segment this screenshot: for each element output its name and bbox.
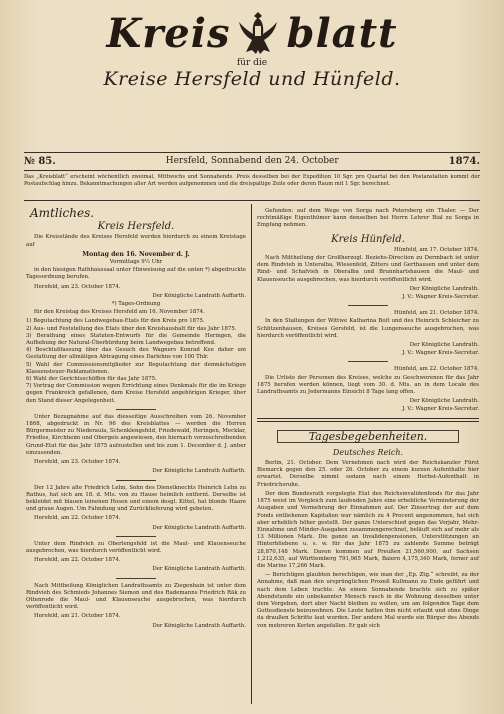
signature-place: Hersfeld, am 22. October 1874. (34, 515, 121, 522)
agenda-item: 2) Aus- und Feststellung des Etats über den Kreishaushalt für das Jahr 1875. (26, 325, 237, 332)
issue-rule (24, 170, 480, 171)
double-rule (257, 418, 479, 422)
notice-paragraph: Nach Mittheilung Königlichen Landrathsamts zu Ziegenhain ist unter dem Rindvieh des Schmieds Johannes Siemon und des Rademanns Friedrich Räk zu Ottenrode die Maul- und Klauenseuche ausgebrochen, was hierdurch veröffentlicht wird. (26, 582, 246, 611)
notice-paragraph: Unter dem Rindvieh zu Oberlengsfeld ist die Maul- und Klauenseuche ausgebrochen, was hierdurch veröffentlicht wird. (26, 540, 246, 554)
masthead-fuer-die: für die (236, 58, 268, 68)
agenda-item: 6) Wahl der Gerichtsschöffen für das Jahr 1875. (26, 376, 157, 383)
title-right: blatt (286, 9, 398, 57)
signature: J. V.: Wagner Kreis-Secretar. (402, 350, 479, 357)
separator (116, 480, 156, 481)
issue-year: 1874. (448, 156, 480, 167)
section-tagesbegebenheiten: Tagesbegebenheiten. (277, 430, 459, 443)
signature-place: Hünfeld, am 21. October 1874. (394, 310, 479, 317)
agenda-item: 5) Wahl der Commissionsmitglieder zur Begutachtung der demnächstigen Klassensteuer-Reklamationen. (26, 361, 246, 375)
agenda-intro: für den Kreistag des Kreises Hersfeld am 16. November 1874. (34, 309, 205, 316)
signature: J. V.: Wagner Kreis-Secretar. (402, 294, 479, 301)
signature: Der Königliche Landrath Auffarth. (152, 566, 246, 573)
subheading-deutsches-reich: Deutsches Reich. (332, 447, 404, 457)
found-notice: Gefunden: auf dem Wege von Sorga nach Petersberg ein Thaler. — Der rechtmäßige Eigenthümer kann denselben bei Herrn Lehrer Bial zu Sorga in Empfang nehmen. (257, 208, 479, 229)
signature: Der Königliche Landrath. (409, 285, 479, 292)
agenda-item: 7) Vortrag der Commission wegen Errichtung eines Denkmals für die im Kriege gegen Frankreich gefallenen, dem Kreise Hersfeld angehörigen Krieger, über den Stand dieser Angelegenheit. (26, 383, 246, 404)
separator (348, 361, 388, 362)
section-amtliches: Amtliches. (30, 206, 95, 220)
signature-place: Hersfeld, am 21. October 1874. (34, 613, 121, 620)
notice-paragraph: Die Kreisstände des Kreises Hersfeld werden hierdurch zu einem Kreistage auf (26, 234, 246, 248)
eagle-crest-icon (236, 8, 280, 58)
notice-paragraph: in den hiesigen Rathhaussaal unter Hinweisung auf die unten *) abgedruckte Tagesordnung berufen. (26, 267, 246, 281)
heading-kreis-hersfeld: Kreis Hersfeld. (97, 221, 175, 233)
left-column (26, 208, 246, 631)
meeting-time: Vormittags 9½ Uhr (109, 259, 163, 266)
issue-line (24, 156, 480, 167)
signature-place: Hersfeld, am 23. October 1874. (34, 459, 121, 466)
signature-place: Hersfeld, am 22. October 1874. (34, 557, 121, 564)
agenda-item: 1) Begutachtung des Landwegebau-Etats für den Kreis pro 1875. (26, 318, 205, 325)
masthead (0, 8, 504, 90)
signature: J. V.: Wagner Kreis-Secretar. (402, 406, 479, 413)
signature-place: Hünfeld, am 22. October 1874. (394, 366, 479, 373)
signature: Der Königliche Landrath Auffarth. (152, 292, 246, 299)
separator (116, 536, 156, 537)
article-paragraph: — Berichtigen glaubten berechtigen, wie man der „Ep. Ztg.“ schreibt, zu der Annahme, daß man den ursprünglichen Prozeß Kullmann zu Ende geführt und nach dem Leben trachte. An einem Sonnabende brachte sich zu später Abendstunde ein unbekannter Mensch rasch in die Wohnung desselben unter dem Vorgeben, dort aber Nacht bleiben zu wollen, um am folgenden Tage dem Gottesdienste beizuwohnen. Die Leute hatten ihm nicht erlaubt und ohne Dinge da draußen Schritte laut wurden. Der andere Mal wurde ein Bürger des Abends von mehreren Kerlen angefallen. Er gab sich (257, 572, 479, 629)
agenda-item: 4) Beschlußfassung über das Gesuch des Wagners Konrad Kee daher um Gestattung der allmäligen Abtragung eines Darlehns von 100 Thlr. (26, 347, 246, 361)
notice-paragraph: Unter Bezugnahme auf das diesseitige Ausschreiben vom 26. November 1868, abgedruckt in Nr. 96 des Kreisblattes — werden die Herren Bürgermeister zu Niederaula, Schenklengsfeld, Friedewald, Heringen, Mecklar, Friedlos, Kirchheim und Obergeis angewiesen, den hiernach vorzuschreibenden Grund-Etat für das Jahr 1875 aufzustellen und bis zum 1. December d. J. anher einzusenden. (26, 413, 247, 456)
meeting-date: Montag den 16. November d. J. (82, 250, 190, 258)
top-rule (24, 152, 480, 153)
right-column (257, 208, 479, 632)
separator (116, 409, 156, 410)
subscription-notice: Das „Kreisblatt“ erscheint wöchentlich zweimal, Mittwochs und Sonnabends. Preis desselben bei der Expedition 10 Sgr. pro Quartal bei den Postanstalten kommt der Postaufschlag hinzu. Bekanntmachungen aller Art werden aufgenommen und die dreispaltige Zeile oder deren Raum mit 1 Sgr. berechnet. (24, 174, 480, 187)
column-divider (251, 204, 252, 704)
issue-number: № 85. (24, 156, 56, 167)
signature: Der Königliche Landrath Auffarth. (152, 524, 246, 531)
issue-place-date: Hersfeld, Sonnabend den 24. October (165, 156, 339, 166)
signature: Der Königliche Landrath. (409, 342, 479, 349)
agenda-item: 3) Berathung eines Statuten-Entwurfs für die Gemeinde Heringen, die Aufhebung der Natural-Überbürdung beim Landwegebau betreffend. (26, 332, 246, 347)
signature-place: Hersfeld, am 23. October 1874. (34, 283, 121, 290)
masthead-subtitle: Kreise Hersfeld und Hünfeld. (103, 68, 401, 90)
agenda-title: *) Tages-Ordnung (111, 301, 161, 308)
notice-paragraph: In den Stallungen der Wittwe Katharina Bolt und des Heinrich Schleicher zu Schlitzenhausen, Kreises Gersfeld, ist die Lungenseuche ausgebrochen, was hierdurch veröffentlicht wird. (257, 318, 479, 339)
notice-paragraph: Nach Mittheilung der Großherzogl. Beziehs-Direction zu Dermbach ist unter dem Rindvieh in Unteralba, Wiesenfeld, Zitters und Gerthausen und unter dem Rind- und Schafvieh in Oberalba und Brunnhartshausen die Maul- und Klauenseuche ausgebrochen, was hierdurch veröffentlicht wird. (257, 255, 479, 283)
signature: Der Königliche Landrath Auffarth. (152, 622, 246, 629)
separator (348, 305, 388, 306)
signature: Der Königliche Landrath. (409, 398, 479, 405)
signature-place: Hünfeld, am 17. October 1874. (394, 246, 479, 253)
heading-kreis-huenfeld: Kreis Hünfeld. (331, 233, 405, 245)
separator (116, 578, 156, 579)
article-paragraph: Berlin, 21. October. Dem Vernehmen nach wird der Reichskanzler Fürst Bismarck gegen den 25. oder 26. October zu einem kurzen Aufenthalte hier erwartet. Derselbe nimmt sodann nach einem Herbst-Aufenthalt in Friedrichsruhe. (257, 460, 479, 488)
title-left: Kreis (106, 9, 231, 57)
notice-rule (24, 200, 480, 201)
article-paragraph: Der dem Bundesrath vorgelegte Etat des Reichsinvalidenfonds für das Jahr 1875 weist im Vergleich zum laufenden Jahre eine erhebliche Verminderung der Ausgaben und Vermehrung der Einnahmen auf. Der Zinsertrag der auf dem Fonds entliehenen Kapitalien war nämlich zu 4 Procent angenommen, hat sich aber erheblich höher gestellt. Der ganze Unterschied gegen das Vorjahr, Mehr-Einnahme und Minder-Ausgaben zusammengerechnet, beläuft sich auf mehr als 13 Millionen Mark. Die ganze an Invalidenpensionen, Unterstützungen an Hinterbliebene u. s. w. für das Jahr 1875 zu zahlende Summe beträgt 28,870,148 Mark. Davon kommen auf Preußen 21,560,900, auf Sachsen 1,212,635, auf Württemberg 791,965 Mark, Baiern 4,175,340 Mark, ferner auf die Marine 17,266 Mark. (257, 490, 479, 569)
notice-paragraph: Der 12 Jahre alte Friedrich Lehn, Sohn des Dienstknechts Heinrich Lehn zu Rathus, hat sich am 18. d. Mts. von zu Hause heimlich entfernt. Derselbe ist bekleidet mit blauen leinenen Hosen und einem desgl. Kittel, hat blonde Haare und graue Augen. Um Fahndung und Zurücklieferung wird gebeten. (26, 484, 246, 513)
notice-paragraph: Die Urliste der Personen des Kreises, welche zu Geschworenen für das Jahr 1875 berufen werden können, liegt vom 30. d. Mts. an in dem Locale des Landrathsamts zu Jedermanns Einsicht 8 Tage lang offen. (257, 374, 479, 396)
title-row (0, 8, 504, 58)
signature: Der Königliche Landrath Auffarth. (152, 468, 246, 475)
